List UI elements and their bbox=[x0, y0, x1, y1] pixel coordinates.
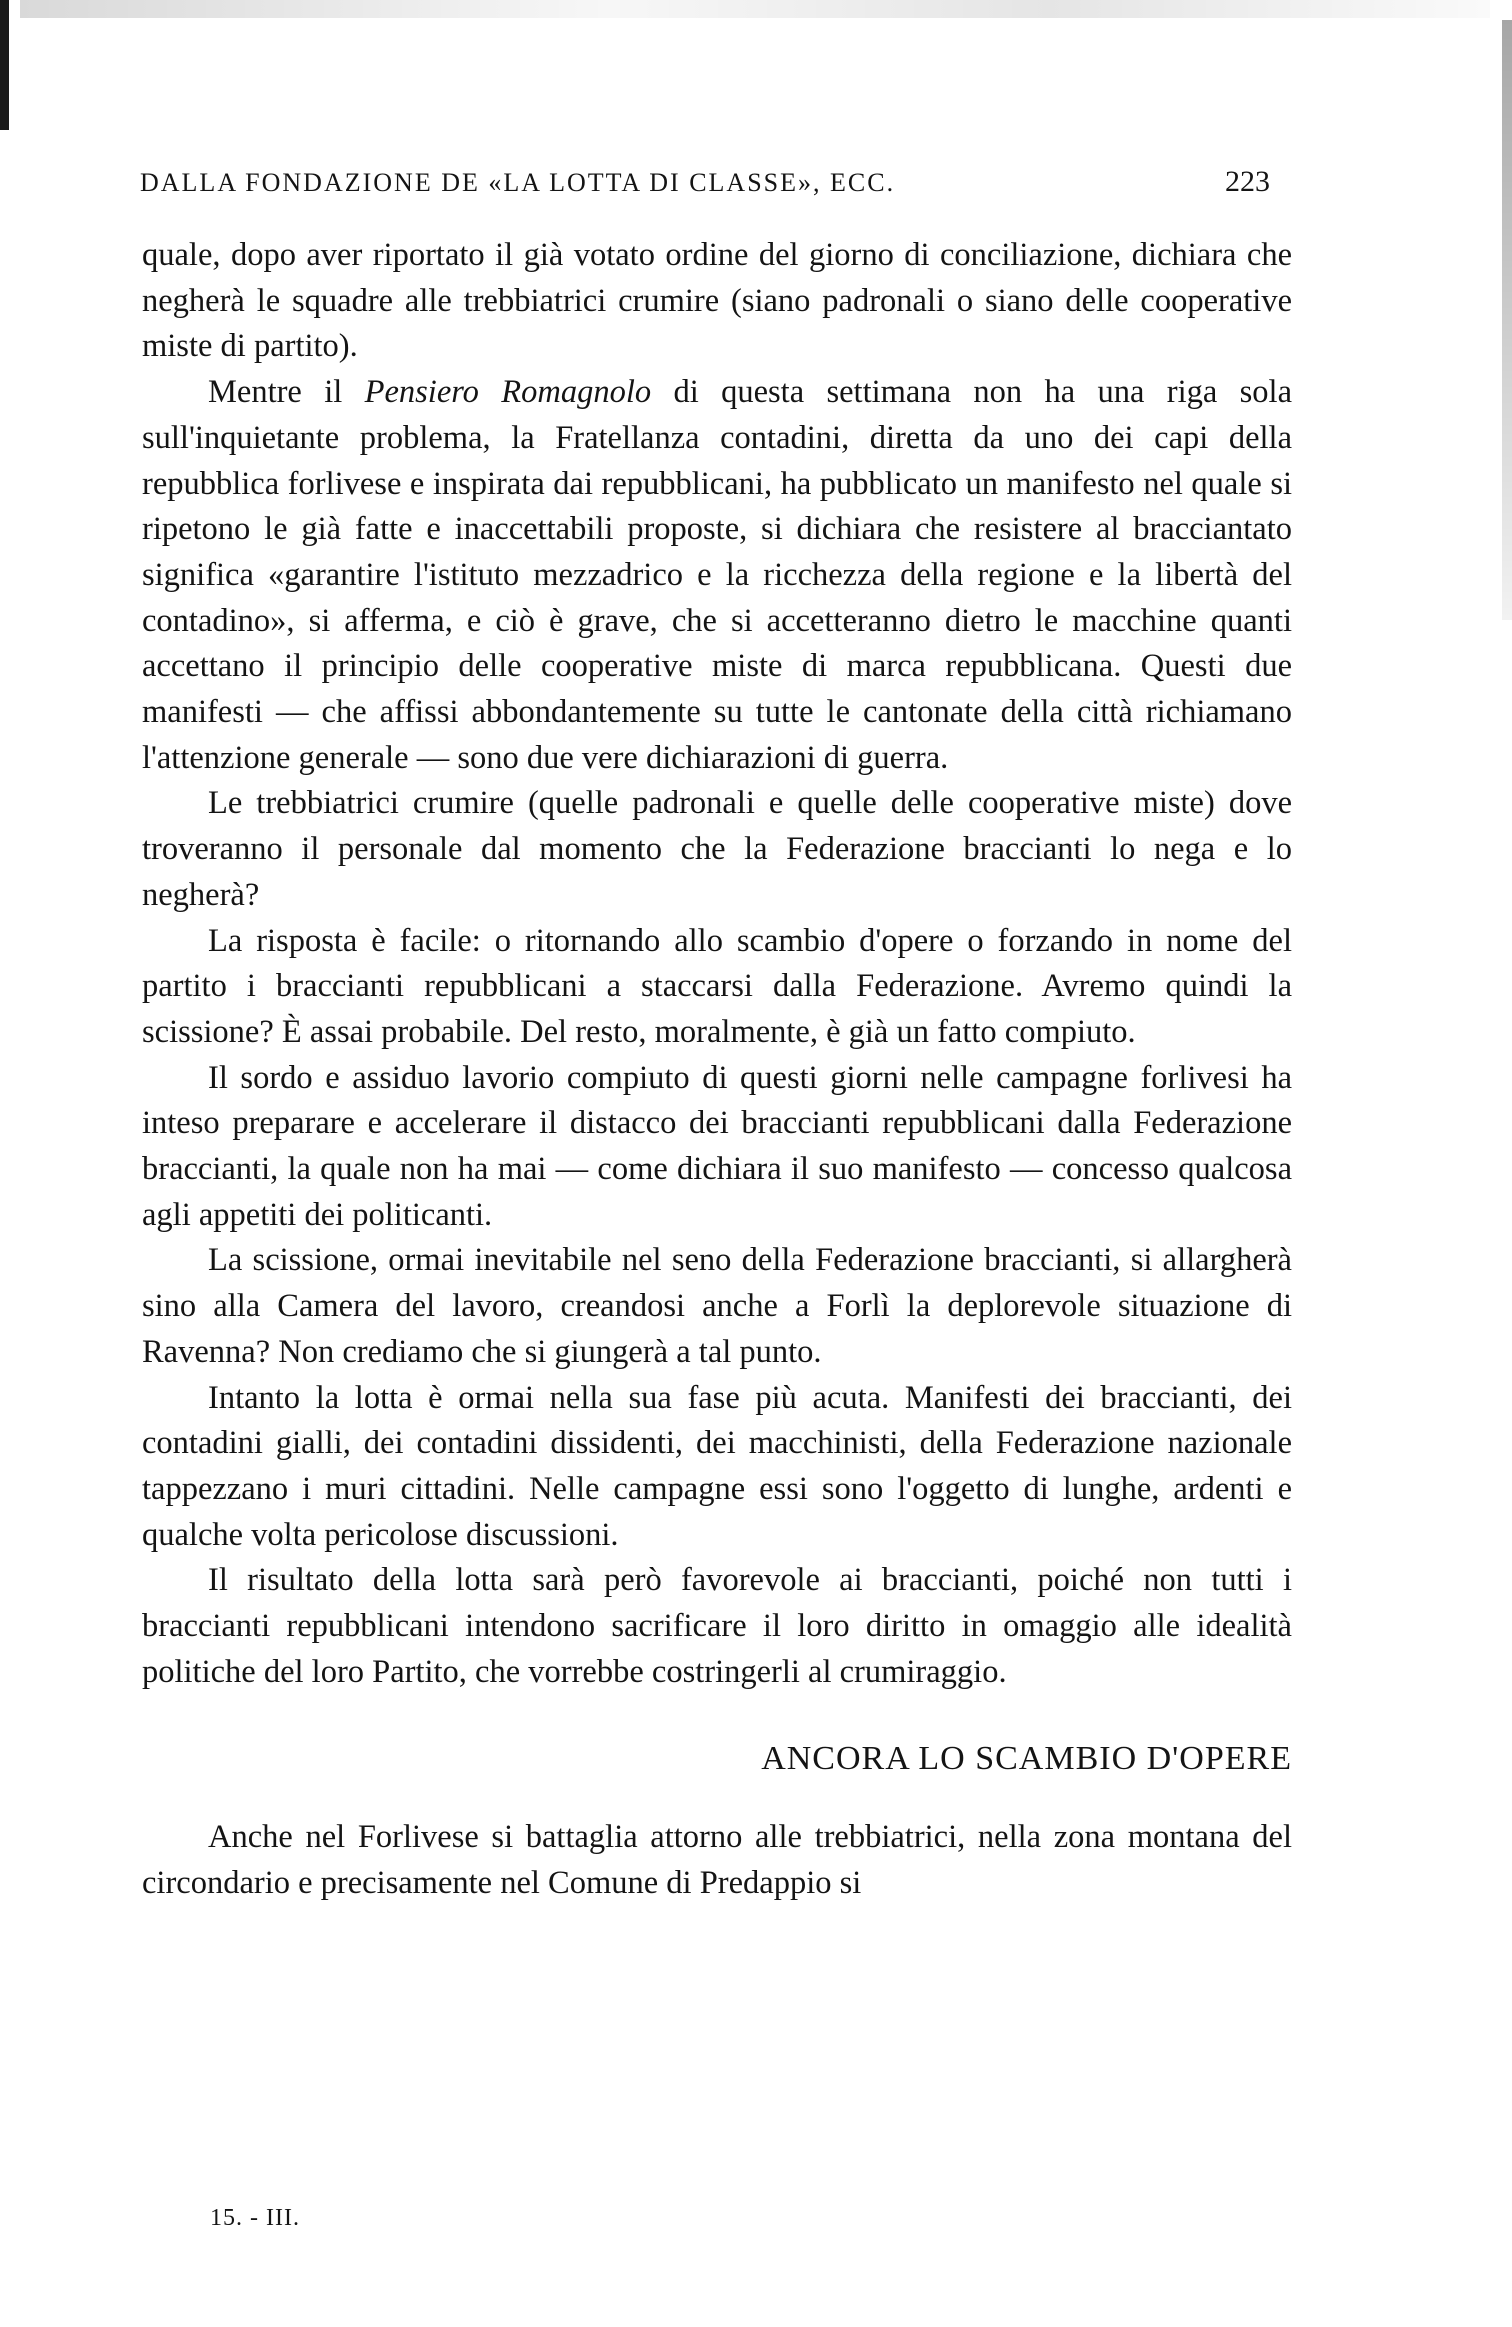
scan-left-edge bbox=[0, 0, 9, 130]
signature-mark: 15. - III. bbox=[210, 2205, 300, 2231]
paragraph: La risposta è facile: o ritornando allo scambio d'opere o forzando in nome del partito i braccianti repubblicani a staccarsi dalla Federazione. Avremo quindi la scissione? È assai probabile. Del resto, moralmente, è già un fatto compiuto. bbox=[142, 922, 1292, 1050]
paragraph: Anche nel Forlivese si battaglia attorno alle trebbiatrici, nella zona montana del circondario e precisamente nel Comune di Predappio si bbox=[142, 1819, 1292, 1901]
section-heading: ANCORA LO SCAMBIO D'OPERE bbox=[761, 1739, 1292, 1777]
paragraph: Le trebbiatrici crumire (quelle padronali e quelle delle cooperative miste) dove troveranno il personale dal momento che la Federazione braccianti lo nega e lo negherà? bbox=[142, 785, 1292, 913]
paragraph: Il risultato della lotta sarà però favorevole ai braccianti, poiché non tutti i braccianti repubblicani intendono sacrificare il loro diritto in omaggio alle idealità politiche del loro Partito, che vorrebbe costringerli al crumiraggio. bbox=[142, 1562, 1292, 1690]
running-title: DALLA FONDAZIONE DE «LA LOTTA DI CLASSE», ECC. bbox=[140, 168, 896, 197]
paragraph-text: Mentre il bbox=[208, 374, 365, 411]
newspaper-title: Pensiero Romagnolo bbox=[364, 374, 652, 411]
running-header bbox=[140, 165, 1270, 205]
scan-top-shadow bbox=[20, 0, 1490, 18]
paragraph: Il sordo e assiduo lavorio compiuto di questi giorni nelle campagne forlivesi ha inteso preparare e accelerare il distacco dei braccianti repubblicani dalla Federazione braccianti, la quale non ha mai — come dichiara il suo manifesto — concesso qualcosa agli appetiti dei politicanti. bbox=[142, 1059, 1292, 1233]
page-number: 223 bbox=[1225, 165, 1270, 198]
paragraph-text: di questa settimana non ha una riga sola sull'inquietante problema, la Fratellanza contadini, diretta da uno dei capi della repubblica forlivese e inspirata dai repubblicani, ha pubblicato un manifesto nel quale si ripetono le già fatte e inaccettabili proposte, si dichiara che resistere al bracciantato significa «garantire l'istituto mezzadrico e la ricchezza della regione e la libertà del contadino», si afferma, e ciò è grave, che si accetteranno dietro le macchine quanti accettano il principio delle cooperative miste di marca repubblicana. Questi due manifesti — che affissi abbondantemente su tutte le cantonate della città richiamano l'attenzione generale — sono due vere dichiarazioni di guerra. bbox=[142, 374, 1292, 776]
paragraph: La scissione, ormai inevitabile nel seno della Federazione braccianti, si allargherà sino alla Camera del lavoro, creandosi anche a Forlì la deplorevole situazione di Ravenna? Non crediamo che si giungerà a tal punto. bbox=[142, 1242, 1292, 1370]
body-text bbox=[142, 233, 1292, 1907]
scan-right-edge bbox=[1502, 20, 1512, 620]
paragraph-continuation: quale, dopo aver riportato il già votato ordine del giorno di conciliazione, dichiara che negherà le squadre alle trebbiatrici crumire (siano padronali o siano delle cooperative miste di partito). bbox=[142, 237, 1292, 365]
paragraph bbox=[142, 370, 1292, 781]
paragraph: Intanto la lotta è ormai nella sua fase più acuta. Manifesti dei braccianti, dei contadini gialli, dei contadini dissidenti, dei macchinisti, della Federazione nazionale tappezzano i muri cittadini. Nelle campagne essi sono l'oggetto di lunghe, ardenti e qualche volta pericolose discussioni. bbox=[142, 1379, 1292, 1553]
